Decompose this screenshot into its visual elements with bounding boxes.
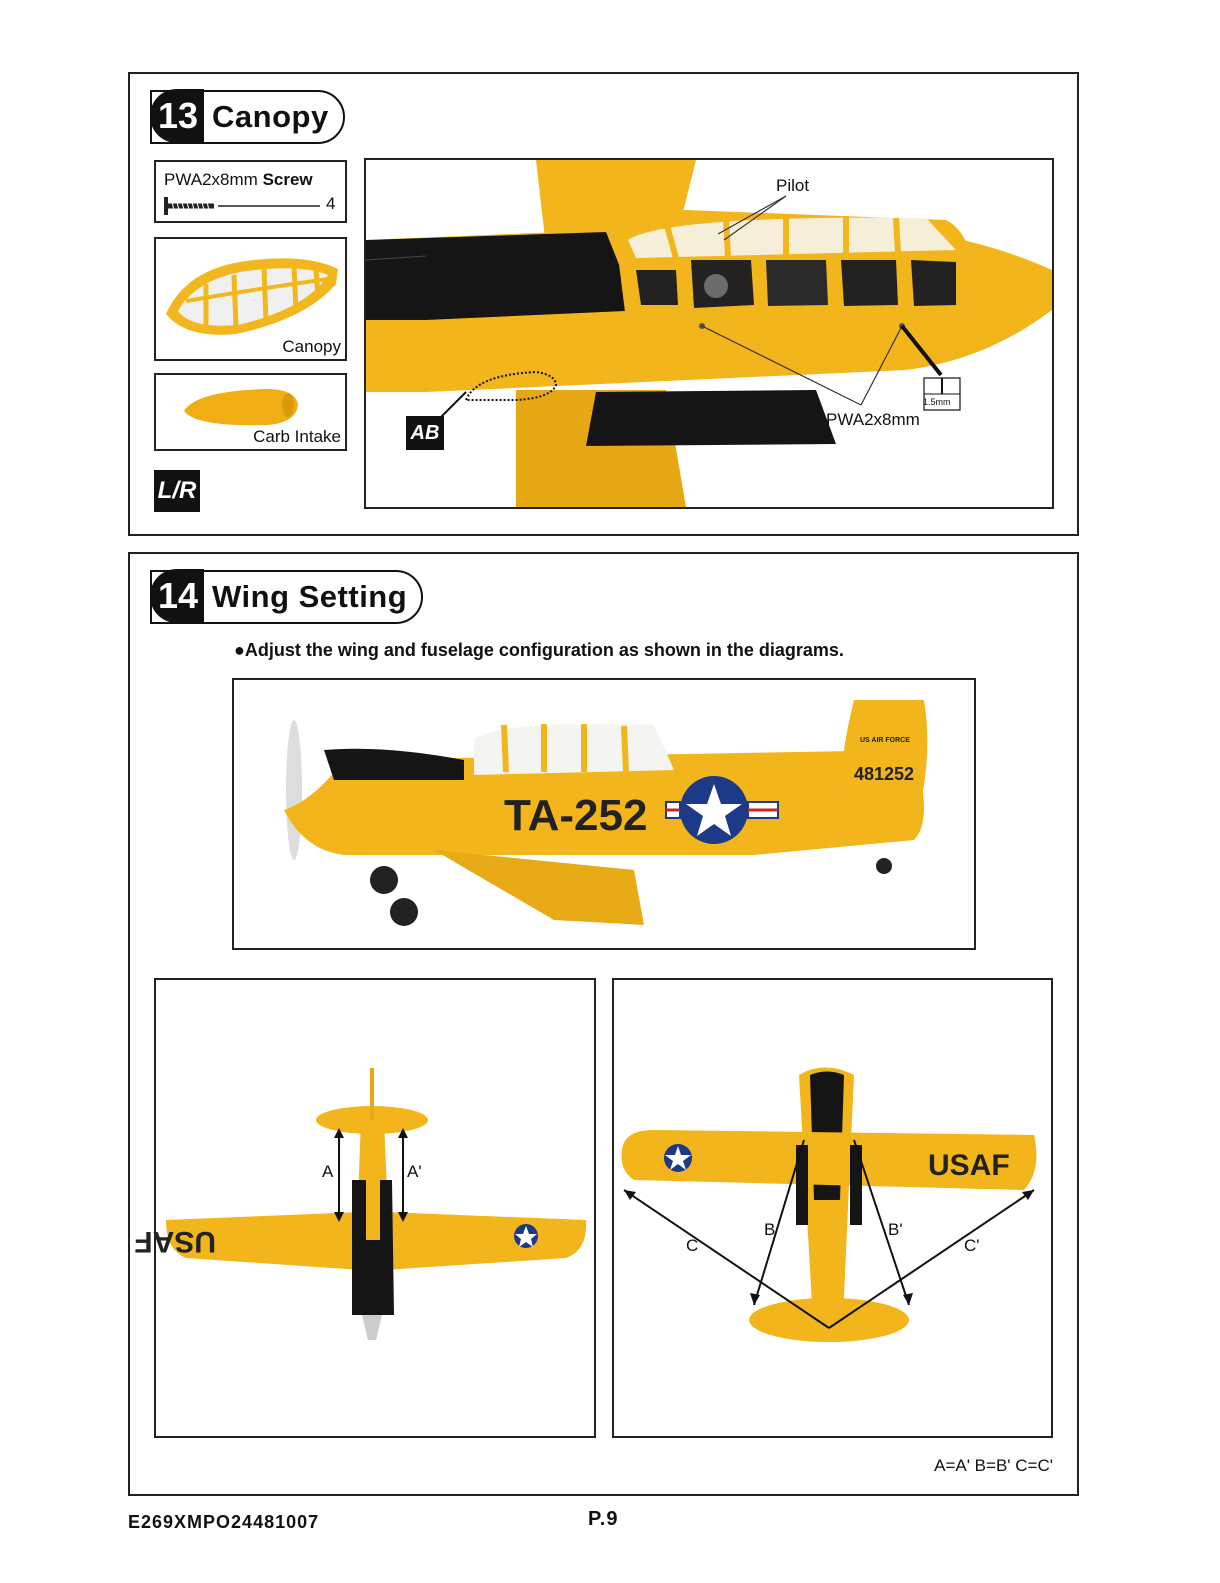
label-b: B	[764, 1220, 776, 1239]
screw-part-code: PWA2x8mm	[164, 170, 258, 189]
step-13-section	[128, 72, 1079, 536]
screw-parts-box	[154, 160, 347, 223]
carb-intake-label: Carb Intake	[253, 427, 341, 446]
label-a-prime: A'	[407, 1162, 422, 1181]
bottom-wing-text: USAF	[928, 1149, 1010, 1182]
screw-word: Screw	[262, 170, 313, 189]
lr-tag: L/R	[154, 470, 200, 512]
label-b-prime: B'	[888, 1220, 903, 1239]
tail-small-text: US AIR FORCE	[860, 737, 910, 744]
screw-icon	[162, 194, 332, 218]
canopy-part-box	[154, 237, 347, 361]
top-view-photo	[134, 978, 596, 1438]
top-wing-text: USAF	[134, 1225, 216, 1258]
instruction-text: ●Adjust the wing and fuselage configuration as shown in the diagrams.	[234, 640, 844, 660]
step-13-badge	[150, 90, 345, 144]
label-c: C	[686, 1236, 699, 1255]
step-13-title: Canopy	[212, 99, 329, 134]
drill-size-label: 1.5mm	[923, 397, 951, 407]
fuselage-number-text: TA-252	[504, 791, 648, 840]
step-14-section	[128, 552, 1079, 1496]
step-14-title: Wing Setting	[212, 579, 408, 614]
label-a: A	[322, 1162, 334, 1181]
label-c-prime: C'	[964, 1236, 980, 1255]
side-view-photo	[232, 678, 976, 950]
equality-note: A=A' B=B' C=C'	[934, 1456, 1053, 1475]
screw-callout-label: PWA2x8mm	[826, 410, 920, 429]
step-13-number: 13	[150, 89, 204, 143]
document-code: E269XMPO24481007	[128, 1512, 320, 1532]
glue-ab-tag: AB	[406, 416, 444, 450]
step-14-number: 14	[150, 569, 204, 623]
bottom-view-photo	[612, 978, 1053, 1438]
screw-quantity: 4	[326, 194, 336, 213]
canopy-install-photo	[364, 158, 1054, 509]
pilot-label: Pilot	[776, 176, 810, 195]
bullet-icon: ●	[234, 640, 245, 660]
page-number: P.9	[588, 1508, 619, 1530]
canopy-part-label: Canopy	[282, 337, 341, 356]
carb-intake-part-box	[154, 373, 347, 451]
tail-number-text: 481252	[854, 764, 915, 784]
step-14-badge	[150, 570, 423, 624]
